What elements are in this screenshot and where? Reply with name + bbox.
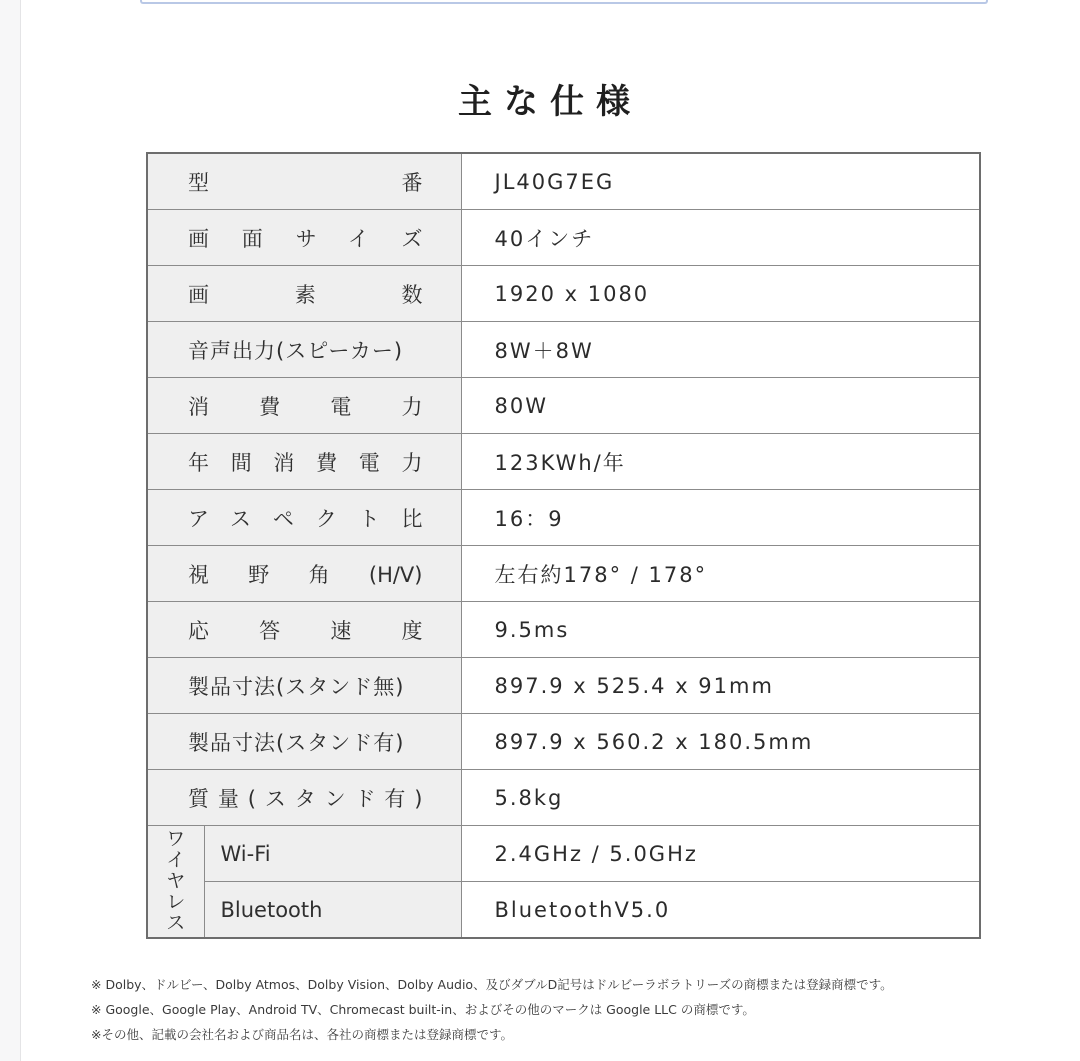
spec-row-power-consumption: [147, 378, 980, 434]
wireless-group-label: [147, 826, 204, 939]
spec-value: 16：9: [461, 490, 980, 546]
spec-row-bluetooth: [147, 882, 980, 939]
spec-value: 897.9 x 525.4 x 91mm: [461, 658, 980, 714]
spec-row-annual-power: [147, 434, 980, 490]
spec-row-dimensions-with-stand: [147, 714, 980, 770]
spec-label: 音声出力(スピーカー): [147, 322, 461, 378]
spec-row-response-time: [147, 602, 980, 658]
spec-row-viewing-angle: [147, 546, 980, 602]
spec-label: Wi-Fi: [204, 826, 461, 882]
spec-value: 左右約178° / 178°: [461, 546, 980, 602]
spec-label: 年間消費電力: [147, 434, 461, 490]
spec-value: 40インチ: [461, 210, 980, 266]
spec-label: 消費電力: [147, 378, 461, 434]
spec-label: 製品寸法(スタンド有): [147, 714, 461, 770]
left-margin-strip: [0, 0, 21, 1061]
spec-row-audio-output: [147, 322, 980, 378]
spec-row-screen-size: [147, 210, 980, 266]
page-title: 主な仕様: [458, 82, 642, 122]
spec-label: 型番: [147, 153, 461, 210]
footnotes: [91, 972, 1071, 1047]
spec-value: JL40G7EG: [461, 153, 980, 210]
spec-label: 質量(スタンド有): [147, 770, 461, 826]
spec-row-aspect-ratio: [147, 490, 980, 546]
spec-label: 視野角(H/V): [147, 546, 461, 602]
spec-value: 8W＋8W: [461, 322, 980, 378]
spec-value: 9.5ms: [461, 602, 980, 658]
spec-value: 5.8kg: [461, 770, 980, 826]
spec-row-dimensions-without-stand: [147, 658, 980, 714]
spec-table: [146, 152, 981, 939]
footnote-dolby: ※ Dolby、ドルビー、Dolby Atmos、Dolby Vision、Dolby Audio、及びダブルD記号はドルビーラボラトリーズの商標または登録商標です。: [91, 977, 893, 992]
spec-row-resolution: [147, 266, 980, 322]
spec-row-model: [147, 153, 980, 210]
wireless-group-text: ワイヤレス: [166, 828, 186, 934]
spec-row-weight: [147, 770, 980, 826]
spec-label: 画素数: [147, 266, 461, 322]
spec-label: 画面サイズ: [147, 210, 461, 266]
spec-row-wifi: [147, 826, 980, 882]
spec-value: 1920 x 1080: [461, 266, 980, 322]
spec-value: 123KWh/年: [461, 434, 980, 490]
spec-value: BluetoothV5.0: [461, 882, 980, 939]
footnote-google: ※ Google、Google Play、Android TV、Chromecast built-in、およびその他のマークは Google LLC の商標です。: [91, 1002, 755, 1017]
spec-value: 80W: [461, 378, 980, 434]
footnote-trademarks: ※その他、記載の会社名および商品名は、各社の商標または登録商標です。: [91, 1027, 513, 1042]
spec-value: 897.9 x 560.2 x 180.5mm: [461, 714, 980, 770]
spec-label: 製品寸法(スタンド無): [147, 658, 461, 714]
spec-label: Bluetooth: [204, 882, 461, 939]
spec-value: 2.4GHz / 5.0GHz: [461, 826, 980, 882]
previous-section-box: [140, 0, 988, 4]
spec-label: アスペクト比: [147, 490, 461, 546]
spec-label: 応答速度: [147, 602, 461, 658]
